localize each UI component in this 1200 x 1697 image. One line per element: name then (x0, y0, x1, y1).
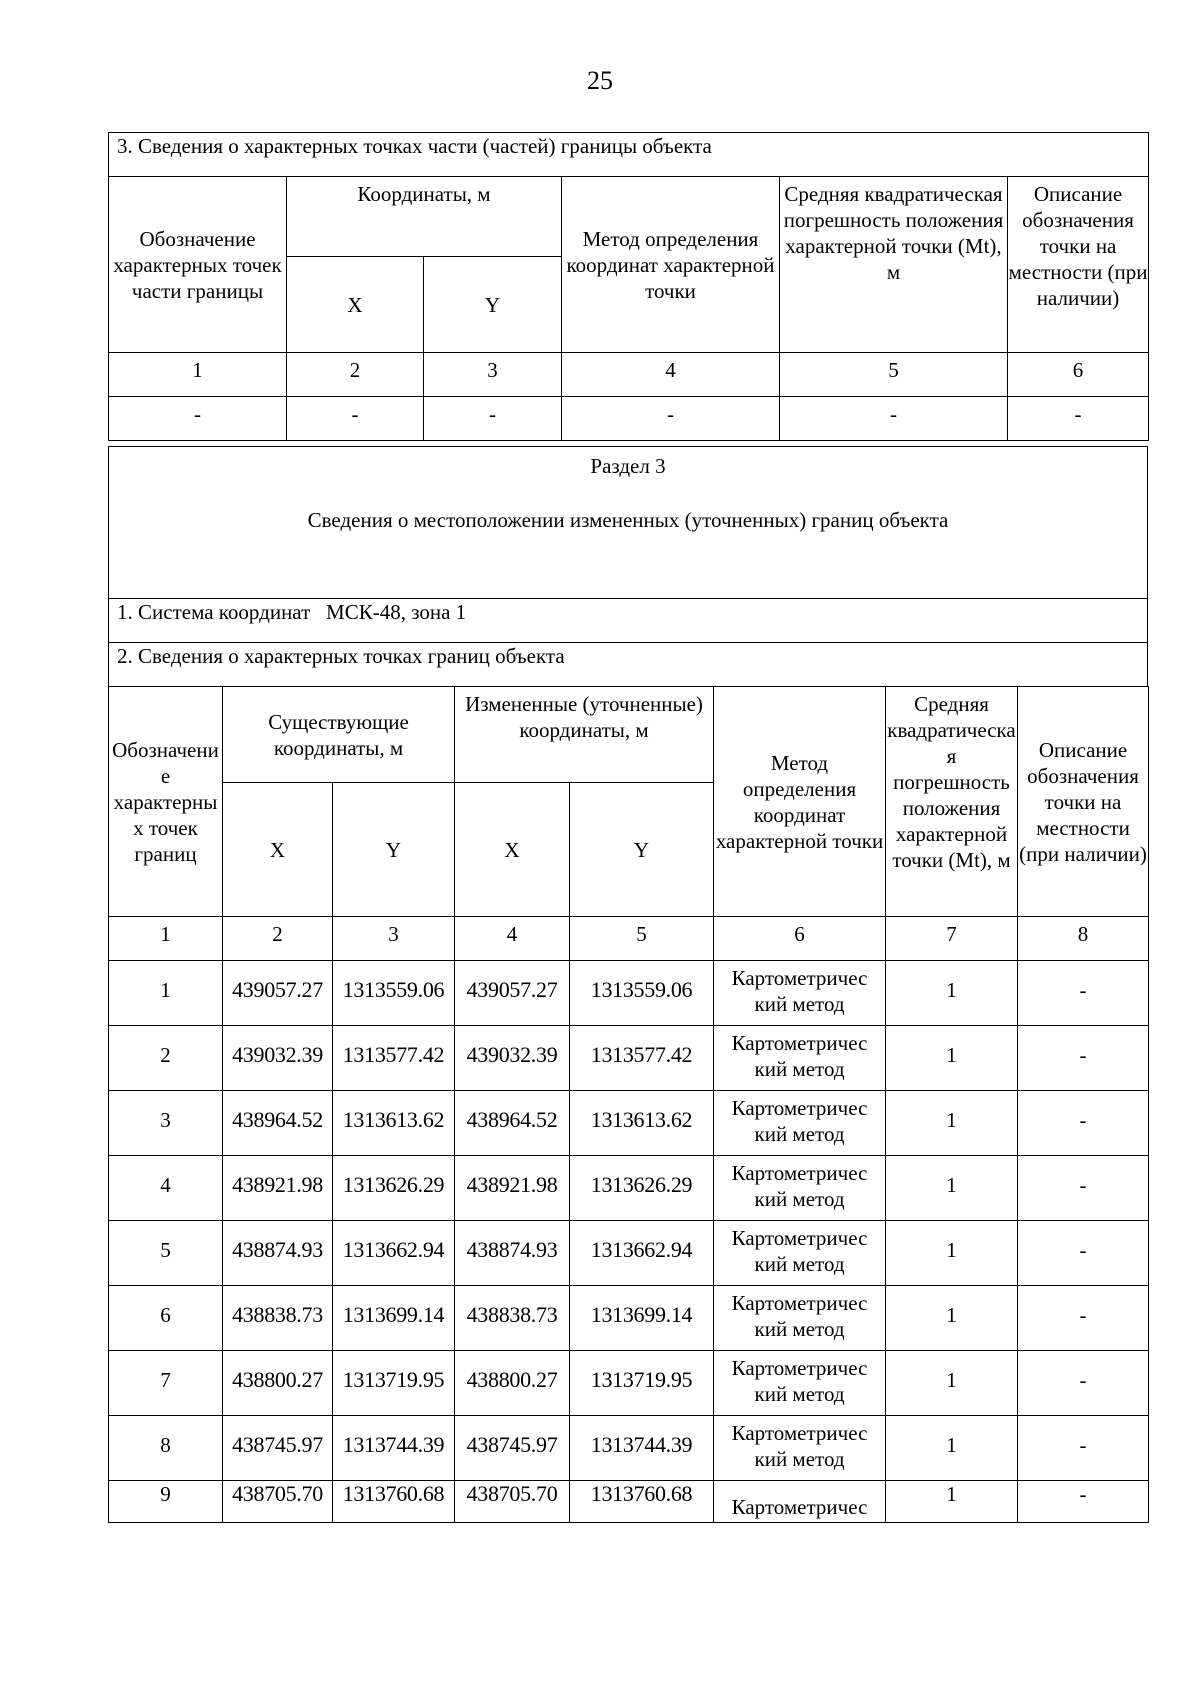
method: Картометричес (714, 1481, 886, 1523)
table-cell: - (287, 397, 424, 441)
mt-error: 1 (886, 1091, 1018, 1156)
col-number: 8 (1018, 917, 1149, 961)
existing-x: 438705.70 (223, 1481, 333, 1523)
point-number: 5 (109, 1221, 223, 1286)
boundary-points-heading: 2. Сведения о характерных точках границ объекта (109, 643, 1148, 687)
existing-x: 438921.98 (223, 1156, 333, 1221)
existing-y: 1313626.29 (333, 1156, 455, 1221)
col-number: 6 (1008, 353, 1149, 397)
mt-error: 1 (886, 1481, 1018, 1523)
description: - (1018, 1351, 1149, 1416)
col-number: 7 (886, 917, 1018, 961)
point-number: 9 (109, 1481, 223, 1523)
table-row (109, 1481, 1149, 1523)
header-coords: Координаты, м (287, 177, 562, 257)
changed-x: 439032.39 (455, 1026, 570, 1091)
table-row (109, 1351, 1149, 1416)
table-cell: - (109, 397, 287, 441)
changed-y: 1313744.39 (570, 1416, 714, 1481)
existing-y: 1313662.94 (333, 1221, 455, 1286)
changed-y: 1313719.95 (570, 1351, 714, 1416)
col-number: 5 (780, 353, 1008, 397)
header-description: Описание обозначения точки на местности (при наличии) (1018, 687, 1149, 917)
point-number: 7 (109, 1351, 223, 1416)
method: Картометричес кий метод (714, 1286, 886, 1351)
boundary-points-table (108, 686, 1149, 1523)
description: - (1018, 1286, 1149, 1351)
existing-y: 1313744.39 (333, 1416, 455, 1481)
coord-system-row (109, 599, 1148, 643)
section3-table (108, 446, 1148, 687)
description: - (1018, 1481, 1149, 1523)
existing-y: 1313760.68 (333, 1481, 455, 1523)
description: - (1018, 1416, 1149, 1481)
changed-x: 438921.98 (455, 1156, 570, 1221)
changed-x: 438838.73 (455, 1286, 570, 1351)
changed-x: 438705.70 (455, 1481, 570, 1523)
existing-x: 438745.97 (223, 1416, 333, 1481)
point-number: 3 (109, 1091, 223, 1156)
col-number: 4 (455, 917, 570, 961)
existing-x: 438800.27 (223, 1351, 333, 1416)
existing-y: 1313559.06 (333, 961, 455, 1026)
mt-error: 1 (886, 1026, 1018, 1091)
col-number: 1 (109, 353, 287, 397)
table-row (109, 961, 1149, 1026)
existing-x: 438838.73 (223, 1286, 333, 1351)
description: - (1018, 1221, 1149, 1286)
description: - (1018, 1026, 1149, 1091)
table-cell: - (562, 397, 780, 441)
page-number: 25 (587, 66, 613, 95)
col-number: 5 (570, 917, 714, 961)
mt-error: 1 (886, 1351, 1018, 1416)
header-designation: Обозначение характерных точек границ (109, 687, 223, 917)
changed-y: 1313662.94 (570, 1221, 714, 1286)
section-subtitle: Сведения о местоположении измененных (уточненных) границ объекта (307, 507, 949, 532)
changed-x: 439057.27 (455, 961, 570, 1026)
table-cell: - (780, 397, 1008, 441)
header-y: Y (570, 783, 714, 917)
description: - (1018, 1091, 1149, 1156)
point-number: 8 (109, 1416, 223, 1481)
changed-y: 1313613.62 (570, 1091, 714, 1156)
point-number: 2 (109, 1026, 223, 1091)
header-y: Y (333, 783, 455, 917)
method: Картометричес кий метод (714, 1416, 886, 1481)
header-x: X (287, 257, 424, 353)
mt-error: 1 (886, 1416, 1018, 1481)
table-row (109, 1286, 1149, 1351)
col-number: 4 (562, 353, 780, 397)
header-existing: Существующие координаты, м (223, 687, 455, 783)
mt-error: 1 (886, 961, 1018, 1026)
header-changed: Измененные (уточненные) координаты, м (455, 687, 714, 783)
changed-x: 438964.52 (455, 1091, 570, 1156)
section3-subtitle-cell (109, 503, 1148, 599)
part-points-table (108, 132, 1149, 441)
existing-x: 439057.27 (223, 961, 333, 1026)
method: Картометричес кий метод (714, 961, 886, 1026)
header-designation: Обозначение характерных точек части границы (109, 177, 287, 353)
boundary-points-rows (109, 961, 1149, 1523)
section-title: Раздел 3 (590, 454, 666, 478)
header-method: Метод определения координат характерной точки (562, 177, 780, 353)
changed-y: 1313559.06 (570, 961, 714, 1026)
table-row (109, 1156, 1149, 1221)
col-number: 6 (714, 917, 886, 961)
col-number: 3 (424, 353, 562, 397)
col-number: 2 (287, 353, 424, 397)
existing-y: 1313699.14 (333, 1286, 455, 1351)
table-row (109, 1416, 1149, 1481)
method: Картометричес кий метод (714, 1351, 886, 1416)
existing-y: 1313719.95 (333, 1351, 455, 1416)
existing-x: 439032.39 (223, 1026, 333, 1091)
header-x: X (223, 783, 333, 917)
description: - (1018, 961, 1149, 1026)
table-cell: - (424, 397, 562, 441)
header-x: X (455, 783, 570, 917)
changed-y: 1313699.14 (570, 1286, 714, 1351)
changed-y: 1313760.68 (570, 1481, 714, 1523)
mt-error: 1 (886, 1156, 1018, 1221)
existing-x: 438964.52 (223, 1091, 333, 1156)
coord-system-value: МСК-48, зона 1 (326, 600, 467, 624)
changed-x: 438800.27 (455, 1351, 570, 1416)
changed-x: 438874.93 (455, 1221, 570, 1286)
part-points-heading: 3. Сведения о характерных точках части (частей) границы объекта (109, 133, 1149, 177)
table-row (109, 1221, 1149, 1286)
mt-error: 1 (886, 1286, 1018, 1351)
method: Картометричес кий метод (714, 1091, 886, 1156)
existing-y: 1313577.42 (333, 1026, 455, 1091)
table-row (109, 1026, 1149, 1091)
coord-system-label: 1. Система координат (117, 600, 311, 624)
mt-error: 1 (886, 1221, 1018, 1286)
col-number: 3 (333, 917, 455, 961)
table-cell: - (1008, 397, 1149, 441)
method: Картометричес кий метод (714, 1026, 886, 1091)
header-error: Средняя квадратическая погрешность положения характерной точки (Mt), м (886, 687, 1018, 917)
col-number: 2 (223, 917, 333, 961)
existing-x: 438874.93 (223, 1221, 333, 1286)
table-row (109, 1091, 1149, 1156)
method: Картометричес кий метод (714, 1156, 886, 1221)
point-number: 4 (109, 1156, 223, 1221)
existing-y: 1313613.62 (333, 1091, 455, 1156)
point-number: 1 (109, 961, 223, 1026)
header-method: Метод определения координат характерной точки (714, 687, 886, 917)
section3-title (109, 447, 1148, 503)
point-number: 6 (109, 1286, 223, 1351)
header-description: Описание обозначения точки на местности (при наличии) (1008, 177, 1149, 353)
changed-y: 1313626.29 (570, 1156, 714, 1221)
header-y: Y (424, 257, 562, 353)
col-number: 1 (109, 917, 223, 961)
method: Картометричес кий метод (714, 1221, 886, 1286)
description: - (1018, 1156, 1149, 1221)
changed-x: 438745.97 (455, 1416, 570, 1481)
changed-y: 1313577.42 (570, 1026, 714, 1091)
header-error: Средняя квадратическая погрешность положения характерной точки (Mt), м (780, 177, 1008, 353)
